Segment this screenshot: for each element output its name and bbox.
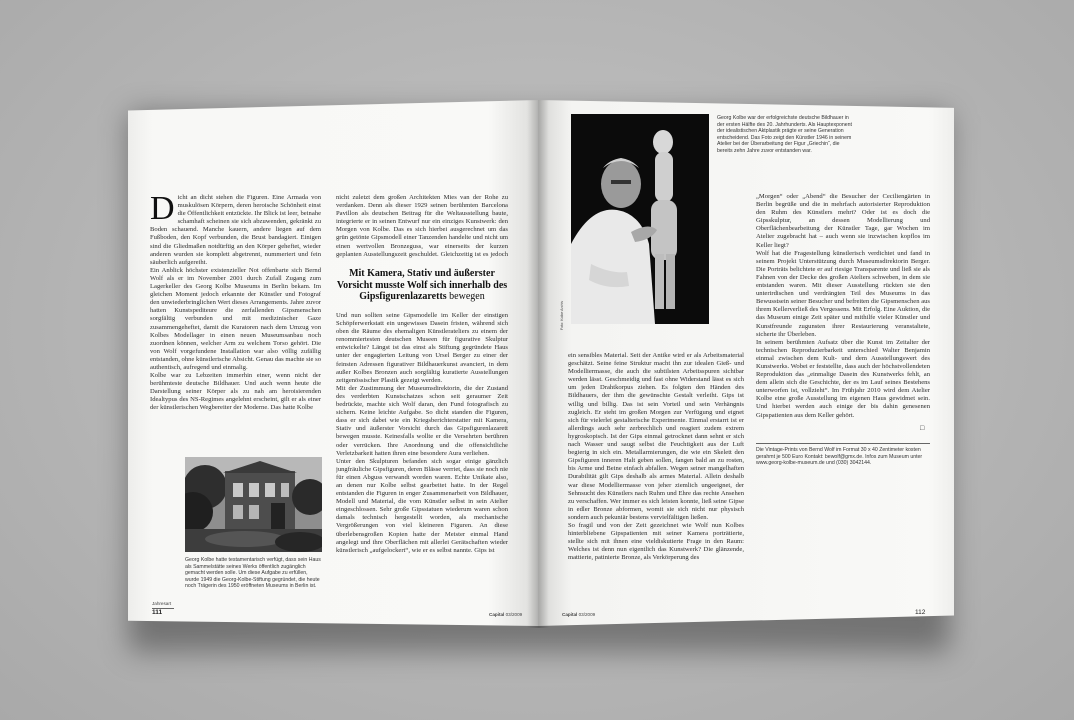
photo-credit: Foto: Kolbe Archiv [560, 300, 564, 330]
paragraph: Wolf hat die Fragestellung künstlerisch verdichtet und fand in seinem Projekt Unterstützung durch Museumsdirektorin Berger. Die Porträts belichtete er auf riesige Transparente und ließ sie als Fahnen von der Decke des großen Ateliers schweben, in dem sie entstanden waren. Mit dieser Ausstellung rückten sie den unterirdischen und verdrängten Teil des Museums in das Bewusstsein seiner Besucher und befreiten die Gipsmenschen aus ihrem Kellerverließ des Vergessens. Mit Erfolg. Eine Auktion, die das Museum einige Zeit später und mithilfe vieler Künstler und Kunstfreunde zugunsten ihrer Restaurierung veranstaltete, sicherte ihr Überleben. [756, 249, 930, 338]
paragraph: icht an dicht stehen die Figuren. Eine Armada von muskulösen Körpern, deren heroische Schönheit einst die Öffentlichkeit entzückte. Ihr Blick ist leer, beinahe schamhaft scheinen sie sich abzuwenden, gekränkt zu Boden schauend. Manche kauern, andere liegen auf dem Fußboden, den Kopf verbunden, die Brust bandagiert. Einigen sind die Gliedmaßen notdürftig an den Körper geheftet, wieder anderen wurden sie komplett abgetrennt, nummeriert und fein säuberlich aufgereiht. [150, 194, 321, 266]
paragraph: nicht zuletzt dem großen Architekten Mies van der Rohe zu verdanken. Denn als dieser 1929 seinen berühmten Barcelona Pavillon als deutschen Beitrag für die Weltausstellung baute, integrierte er in seinen Entwurf nur ein einziges Kunstwerk: den Morgen von Kolbe. Das es sich hierbei ausgerechnet um das grün getönte Gipsmodell einer Tanzenden handelte und nicht um einen wertvollen Bronzeguss, war einerseits der kurzen geplanten Ausstellungszeit geschuldet. Gleichzeitig ist es jedoch [336, 194, 508, 258]
headline-bold: Mit Kamera, Stativ und äußerster Vorsicht musste Wolf sich innerhalb des Gipsfigurenlazaretts [336, 268, 508, 302]
folio-issue-right: 03/2009 [578, 612, 596, 617]
page-number-left: 111 [152, 609, 163, 616]
paragraph: Kolbe war zu Lebzeiten immerhin einer, wenn nicht der berühmteste deutsche Bildhauer. Und auch wenn heute die Darstellung seiner Körper als zu nah am heroisierenden Idealtypus des NS-Regimes angelehnt erscheint, gilt er als einer der künstlerischen Wegbereiter der Moderne. Das hatte Kolbe [150, 372, 321, 412]
paragraph: In seinem berühmten Aufsatz über die Kunst im Zeitalter der technischen Reproduzierbarkeit unterschied Walter Benjamin einmal zwischen dem Kult- und dem Ausstellungswert des Kunstwerks. Wobei er feststellte, dass auch der höchstvollendeten Reproduktion das „einmalige Dasein des Kunstwerks fehlt, an dem allein sich die Geschichte, der es im Lauf seines Bestehens unterworfen ist, vollzieht“. Im Frühjahr 2010 wird dem Atelier Kolbe eine große Ausstellung im eigenen Haus gewidmet sein. Und hierbei werden auch einige der bis dahin genesenen Gipspatienten aus dem Keller gehört. [756, 338, 930, 419]
left-column-2-bottom [336, 312, 508, 594]
folio-magazine-left: Capital [489, 612, 505, 617]
sculptor-photo [571, 114, 709, 324]
house-photo-graphic [185, 457, 322, 552]
paragraph: ein sensibles Material. Seit der Antike wird er als Arbeitsmaterial geschätzt. Seine feine Struktur macht ihn zur idealen Gieß- und Modelliermasse, die auch die subtilsten Arbeitsspuren sichtbar werden lässt. Geschmeidig und fast ohne Widerstand lässt es sich um jeden Drahtkorpus ziehen. Es folgten den Händen des Bildhauers, der ihm die gewünschte Gestalt verleiht. Gips ist willig und billig. Das ist sein Vorteil und sein Verhängnis zugleich. Er steht im großen Morgen zur Verfügung und eignet sich für vielerlei gestalterische Experimente. Einmal erstarrt ist er allerdings auch sehr zerbrechlich und reagiert zudem extrem hygroskopisch. Ist der Gips einmal getrocknet dann sehnt er sich nach Wasser und saugt selbst die Feuchtigkeit aus der Luft begierig in sich ein. Metallarmierungen, die wie ein Skelett den Gipsfiguren inneren Halt geben sollen, fangen bald an zu rosten, bis Arme und Beine einfach abfallen. Wegen seiner mangelhaften Durabilität gilt Gips deshalb als armes Material. Allein deshalb war diese Modelliermasse von jeher ziemlich ungeeignet, der Sehnsucht des Künstlers nach Ruhm und Ehre das rechte Ansehen zu verschaffen. Wer immer es sich leisten konnte, ließ seine Gipse in edler Bronze abformen, womit sie sich nicht nur physisch sondern auch pekuniär bestens vervielfältigen ließen. [568, 352, 744, 521]
house-photo-caption: Georg Kolbe hatte testamentarisch verfügt, dass sein Haus als Sammelstätte seines Werks öffentlich zugänglich gemacht werden solle. Um diese Aufgabe zu erfüllen, wurde 1949 die Georg-Kolbe-Stiftung gegründet, die heute noch Trägerin des 1950 eröffneten Museums in Berlin ist. [185, 557, 321, 590]
folio-issue-left: 03/2009 [505, 612, 523, 617]
sculptor-photo-graphic [571, 114, 709, 324]
pull-headline [336, 268, 508, 303]
folio-section: Jahresart [152, 601, 172, 606]
sculptor-photo-caption: Georg Kolbe war der erfolgreichste deutsche Bildhauer in der ersten Hälfte des 20. Jahrhunderts. Als Hauptexponent der idealistischen Aktplastik prägte er seine Generation entscheidend. Das Foto zeigt den Künstler 1946 in seinem Atelier bei der Überarbeitung der Figur „Griechin“, die bereits zehn Jahre zuvor entstanden war. [717, 115, 852, 154]
end-mark: □ [920, 424, 925, 432]
paragraph: „Morgen“ oder „Abend“ die Besucher der Ceciliengärten in Berlin begrüße und die in mehrfach autorisierter Reproduktion den Ruhm des Künstlers mehrt? Oder ist es doch die Gipsskulptur, an dessen Modellierung und Oberflächenbearbeitung der Künstler Tage, gar Wochen im Atelier zugebracht hat – auch wenn sie inzwischen kopflos im Keller liegt? [756, 193, 930, 249]
paragraph: Unter den Skulpturen befanden sich sogar einige gänzlich jungfräuliche Gipsfiguren, deren Blässe verriet, dass sie noch nie für einen Abguss verwandt worden waren. Echte Unikate also, an denen nur Kolbe selbst gearbeitet hatte. In der Regel entstanden die Figuren in enger Zusammenarbeit von Bildhauer, Modell und Material, die vom Künstler selbst in sein Atelier eingeschlossen. Sehr große Gipsstatuen wiederum waren schon damals technisch hergestellt worden, als mechanische Vergrößerungen von viel kleineren Figuren. An diese überlebensgroßen Kopien hatte der Meister einmal Hand angelegt und ihre Oberflächen mit allerlei Gerätschaften wieder künstlerisch „aufgelockert“, wie er es selbst nannte. Gips ist [336, 457, 508, 554]
folio-magazine-right: Capital [562, 612, 578, 617]
spine-gutter [527, 100, 549, 628]
house-photo [185, 457, 322, 552]
paragraph: Und nun sollten seine Gipsmodelle im Keller der einstigen Schöpferwerkstatt ein ungewisses Dasein fristen, während sich oben die Räume des ehemaligen Künstlerateliers zu einem der renommiertesten deutschen Museen für figurative Skulptur entwickelte? Längst ist das einst als Stiftung gegründete Haus unter der engagierten Leitung von Ursel Berger zu einer der feinsten Adressen figurativer Bildhauerkunst avanciert, in dem außer Kolbes Bronzen auch sorgfältig kuratierte Ausstellungen zeitgenössischer Plastik gezeigt werden. [336, 312, 508, 384]
drop-cap: D [150, 194, 175, 227]
footnote: Die Vintage-Prints von Bernd Wolf im Format 30 x 40 Zentimeter kosten gerahmt je 500 Euro Kontakt: bewolf@gmx.de. Infos zum Museum unter www.georg-kolbe-museum.de und (030) 3042144. [756, 447, 923, 467]
paragraph: Ein Anblick höchster existenzieller Not offenbarte sich Bernd Wolf als er im November 2001 durch Zufall Zugang zum Lagerkeller des Georg Kolbe Museums in Berlin bekam. Im gleichen Moment jedoch erkannte der Künstler und Fotograf den unwiederbringlichen Wert dieses Arrangements. Jahre zuvor hatten Kunstspediteure die zerfallenden Gipsmenschen sorgfältig verbunden und mit medizinischer Gaze zusammengeheftet, damit die Kuratoren nach dem Umzug von Kolbes Modellager in einen neuen Museumsanbau noch zuordnen können, welcher Arm zu welchem Torso gehört. Die von Wolf vorgefundene Installation war also völlig zufällig entstanden, ohne künstlerische Absicht. Genau das machte sie so authentisch, aufregend und einmalig. [150, 266, 321, 371]
paragraph: Mit der Zustimmung der Museumsdirektorin, die der Zustand des verderbten Kunstschatzes schon seit geraumer Zeit bedrückte, machte sich Wolf daran, den Fund fotografisch zu sichern. Keine leichte Aufgabe. So dicht standen die Figuren, dass er sich dabei wie ein Kriegsberichterstatter mit Kamera, Stativ und äußerster Vorsicht durch das Gipsfigurenlazarett bewegen musste. Keinesfalls wollte er die Versehrten berühren oder verrücken. Ihre Anordnung und die offensichtliche Verletzbarkeit hatten ihren eine besondere Aura verliehen. [336, 384, 508, 457]
paragraph: So fragil und von der Zeit gezeichnet wie Wolf nun Kolbes hinterbliebene Gipspatienten mit seiner Kamera porträtierte, stellte sich mit ihnen eine vieldiskutierte Frage in den Raum: Welches ist denn nun eigentlich das Kunstwerk? Die glänzende, mattierte, patinierte Bronze, als Verkörperung des [568, 521, 744, 562]
footnote-rule [756, 443, 930, 444]
right-column-2 [756, 193, 930, 433]
right-column-1 [568, 352, 744, 602]
left-column-1 [150, 194, 321, 472]
page-number-right: 112 [915, 609, 926, 616]
headline-light: bewegen [449, 291, 485, 302]
left-column-2-top [336, 194, 508, 258]
